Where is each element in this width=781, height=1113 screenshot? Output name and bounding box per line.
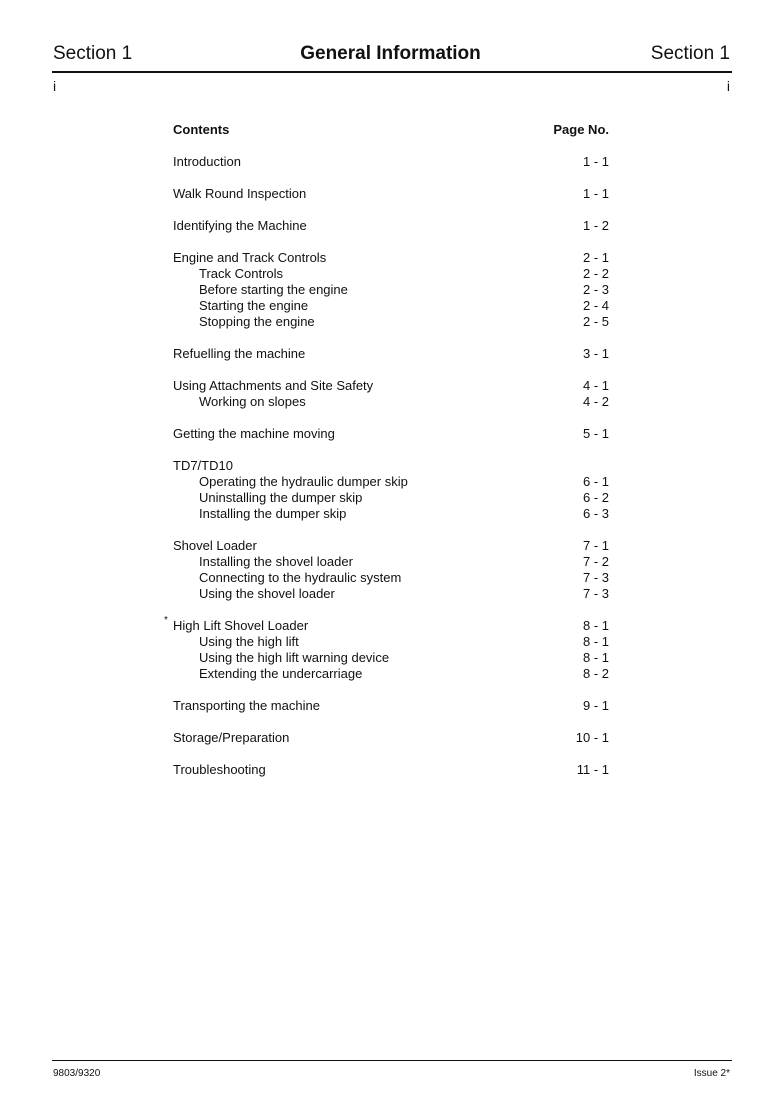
page-title: General Information — [300, 43, 481, 64]
toc-entry-page: 3 - 1 — [582, 346, 609, 361]
toc-entry-title: Installing the shovel loader — [199, 554, 353, 569]
toc-subentry — [173, 490, 609, 506]
toc-entry-title: TD7/TD10 — [173, 458, 233, 473]
toc-entry-page: 6 - 3 — [582, 506, 609, 521]
page-number-left: i — [53, 78, 57, 94]
toc-entry-page: 8 - 1 — [582, 634, 609, 649]
toc-entry-title: Connecting to the hydraulic system — [199, 570, 402, 585]
toc-entry — [173, 426, 609, 442]
toc-entry-page: 8 - 1 — [582, 618, 609, 633]
toc-subentry — [173, 586, 609, 602]
toc-group — [173, 250, 609, 330]
toc-entry-page: 9 - 1 — [582, 698, 609, 713]
toc-subentry — [173, 298, 609, 314]
toc-group — [164, 615, 609, 682]
toc-entry-page: 1 - 2 — [582, 218, 609, 233]
toc-entry-page: 11 - 1 — [576, 762, 609, 777]
toc-entry-page: 8 - 1 — [582, 650, 609, 665]
toc-entry-title: Before starting the engine — [199, 282, 348, 297]
toc-entry-page: 6 - 1 — [582, 474, 609, 489]
toc-entry-page: 4 - 2 — [582, 394, 609, 409]
toc-group — [173, 458, 609, 522]
toc-entry-page: 7 - 3 — [582, 570, 609, 585]
toc-entry-page: 2 - 1 — [582, 250, 609, 265]
toc-group — [173, 378, 609, 410]
footer-issue: Issue 2* — [693, 1068, 730, 1079]
toc-entry — [173, 218, 609, 234]
toc-subentry — [173, 570, 609, 586]
toc-entry-title: Using the high lift — [199, 634, 299, 649]
toc-group — [173, 730, 609, 746]
toc-entry-title: Engine and Track Controls — [173, 250, 327, 265]
toc-group — [173, 218, 609, 234]
toc-entry-page: 8 - 2 — [582, 666, 609, 681]
toc-entry-title: Introduction — [173, 154, 241, 169]
toc-entry-page: 7 - 2 — [582, 554, 609, 569]
header-rule — [52, 71, 732, 73]
toc-subentry — [173, 266, 609, 282]
toc-entry-title: Stopping the engine — [199, 314, 315, 329]
header-section-right: Section 1 — [650, 43, 730, 64]
toc-group — [173, 426, 609, 442]
toc-entry-page: 5 - 1 — [582, 426, 609, 441]
toc-entry-title: Working on slopes — [199, 394, 306, 409]
page-number-right: i — [726, 78, 730, 94]
toc-entry — [173, 250, 609, 266]
toc-entry — [173, 186, 609, 202]
toc-entry — [173, 378, 609, 394]
toc-entry — [173, 762, 609, 778]
toc-entry-title: Using Attachments and Site Safety — [173, 378, 374, 393]
toc-subentry — [173, 666, 609, 682]
toc-subentry — [173, 314, 609, 330]
toc-entry-title: Troubleshooting — [173, 762, 266, 777]
toc-entry-title: Identifying the Machine — [173, 218, 307, 233]
toc-entry-title: Getting the machine moving — [173, 426, 335, 441]
toc-contents-heading: Contents — [173, 122, 230, 137]
toc-entry — [173, 698, 609, 714]
toc-entry-title: Transporting the machine — [173, 698, 320, 713]
toc-subentry — [173, 634, 609, 650]
toc-entry-title: Storage/Preparation — [173, 730, 290, 745]
toc-entry-title: Installing the dumper skip — [199, 506, 347, 521]
toc-groups — [164, 154, 609, 778]
toc-subentry — [173, 282, 609, 298]
toc-entry-page: 7 - 3 — [582, 586, 609, 601]
toc-subentry — [173, 474, 609, 490]
toc-entry-page: 2 - 2 — [582, 266, 609, 281]
toc-group — [173, 186, 609, 202]
toc-entry-page: 7 - 1 — [582, 538, 609, 553]
toc-entry-page: 2 - 3 — [582, 282, 609, 297]
revision-mark: * — [164, 615, 168, 626]
toc-subentry — [173, 650, 609, 666]
toc-entry — [173, 538, 609, 554]
toc-subentry — [173, 506, 609, 522]
toc-entry-page: 6 - 2 — [582, 490, 609, 505]
toc-subentry — [173, 394, 609, 410]
toc-entry-title: Refuelling the machine — [173, 346, 306, 361]
toc-entry-title: Using the high lift warning device — [199, 650, 390, 665]
toc-entry-title: Walk Round Inspection — [173, 186, 307, 201]
toc-entry — [173, 154, 609, 170]
toc-header — [173, 122, 609, 138]
toc-entry-title: High Lift Shovel Loader — [173, 618, 309, 633]
toc-entry-page: 1 - 1 — [582, 186, 609, 201]
toc-group — [173, 154, 609, 170]
toc-entry — [173, 346, 609, 362]
toc-entry-title: Uninstalling the dumper skip — [199, 490, 363, 505]
toc-entry-title: Shovel Loader — [173, 538, 257, 553]
toc-entry-title: Starting the engine — [199, 298, 309, 313]
toc-entry — [173, 730, 609, 746]
toc-subentry — [173, 554, 609, 570]
toc-page-heading: Page No. — [553, 122, 609, 137]
toc-entry — [173, 458, 609, 474]
toc-entry — [173, 618, 609, 634]
toc-group — [173, 698, 609, 714]
footer-rule — [52, 1060, 732, 1061]
footer-document-number: 9803/9320 — [53, 1068, 101, 1079]
toc-entry-title: Operating the hydraulic dumper skip — [199, 474, 408, 489]
toc-group — [173, 346, 609, 362]
toc-entry-page: 4 - 1 — [582, 378, 609, 393]
toc-entry-title: Extending the undercarriage — [199, 666, 363, 681]
table-of-contents — [164, 122, 609, 794]
toc-entry-page: 2 - 4 — [582, 298, 609, 313]
toc-group — [173, 762, 609, 778]
toc-group — [173, 538, 609, 602]
header-section-left: Section 1 — [53, 43, 133, 64]
toc-entry-title: Track Controls — [199, 266, 284, 281]
toc-entry-page: 2 - 5 — [582, 314, 609, 329]
toc-entry-page: 10 - 1 — [575, 730, 609, 745]
toc-entry-page: 1 - 1 — [582, 154, 609, 169]
toc-entry-title: Using the shovel loader — [199, 586, 335, 601]
